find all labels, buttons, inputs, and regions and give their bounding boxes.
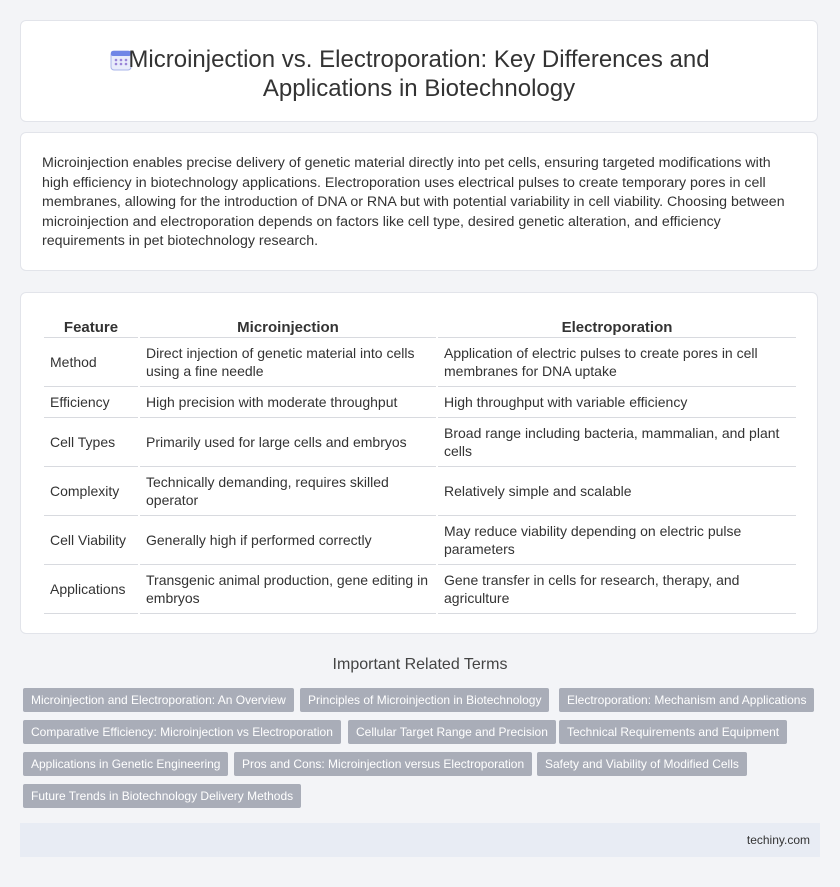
feature-cell: Method bbox=[44, 338, 138, 387]
page-title-line-2: Applications in Biotechnology bbox=[262, 75, 576, 102]
electroporation-cell: May reduce viability depending on electric pulse parameters bbox=[438, 516, 796, 565]
electroporation-cell: Broad range including bacteria, mammalian, and plant cells bbox=[438, 418, 796, 467]
header-microinjection: Microinjection bbox=[140, 315, 436, 338]
related-term-tag[interactable]: Future Trends in Biotechnology Delivery Methods bbox=[23, 784, 301, 808]
header-electroporation: Electroporation bbox=[438, 315, 796, 338]
related-term-tag[interactable]: Applications in Genetic Engineering bbox=[23, 752, 228, 776]
table-row bbox=[44, 565, 796, 614]
microinjection-cell: High precision with moderate throughput bbox=[140, 387, 436, 418]
title-card bbox=[20, 20, 818, 122]
comparison-table bbox=[42, 315, 798, 614]
related-term-tag[interactable]: Comparative Efficiency: Microinjection vs Electroporation bbox=[23, 720, 341, 744]
related-term-tag[interactable]: Microinjection and Electroporation: An Overview bbox=[23, 688, 294, 712]
table-header-row bbox=[44, 315, 796, 338]
table-row bbox=[44, 338, 796, 387]
related-term-tag[interactable]: Electroporation: Mechanism and Applications bbox=[559, 688, 814, 712]
feature-cell: Cell Types bbox=[44, 418, 138, 467]
related-terms-heading: Important Related Terms bbox=[332, 656, 508, 673]
microinjection-cell: Primarily used for large cells and embryos bbox=[140, 418, 436, 467]
site-name[interactable]: techiny.com bbox=[746, 833, 810, 847]
feature-cell: Efficiency bbox=[44, 387, 138, 418]
microinjection-cell: Direct injection of genetic material into cells using a fine needle bbox=[140, 338, 436, 387]
intro-card bbox=[20, 132, 818, 271]
page-title-line-1: Microinjection vs. Electroporation: Key Differences and bbox=[128, 46, 710, 73]
feature-cell: Applications bbox=[44, 565, 138, 614]
related-term-tag[interactable]: Principles of Microinjection in Biotechnology bbox=[300, 688, 549, 712]
comparison-card bbox=[20, 292, 818, 634]
intro-paragraph: Microinjection enables precise delivery of genetic material directly into pet cells, ensuring targeted modifications with high efficiency in biotechnology applications. Electroporation uses electrical pulses to create temporary pores in cell membranes, allowing for the introduction of DNA or RNA but with potential variability in cell viability. Choosing between microinjection and electroporation depends on factors like cell type, desired genetic alteration, and efficiency requirements in pet biotechnology research. bbox=[42, 155, 785, 250]
related-term-tag[interactable]: Pros and Cons: Microinjection versus Electroporation bbox=[234, 752, 532, 776]
footer bbox=[20, 823, 820, 857]
table-row bbox=[44, 418, 796, 467]
related-term-tag[interactable]: Safety and Viability of Modified Cells bbox=[537, 752, 747, 776]
feature-cell: Cell Viability bbox=[44, 516, 138, 565]
table-row bbox=[44, 516, 796, 565]
electroporation-cell: Gene transfer in cells for research, therapy, and agriculture bbox=[438, 565, 796, 614]
related-term-tag[interactable]: Technical Requirements and Equipment bbox=[559, 720, 787, 744]
header-feature: Feature bbox=[44, 315, 138, 338]
related-term-tag[interactable]: Cellular Target Range and Precision bbox=[348, 720, 556, 744]
table-row bbox=[44, 467, 796, 516]
table-row bbox=[44, 387, 796, 418]
electroporation-cell: Relatively simple and scalable bbox=[438, 467, 796, 516]
electroporation-cell: Application of electric pulses to create pores in cell membranes for DNA uptake bbox=[438, 338, 796, 387]
electroporation-cell: High throughput with variable efficiency bbox=[438, 387, 796, 418]
page-title bbox=[21, 45, 817, 103]
feature-cell: Complexity bbox=[44, 467, 138, 516]
microinjection-cell: Transgenic animal production, gene editing in embryos bbox=[140, 565, 436, 614]
microinjection-cell: Generally high if performed correctly bbox=[140, 516, 436, 565]
microinjection-cell: Technically demanding, requires skilled operator bbox=[140, 467, 436, 516]
